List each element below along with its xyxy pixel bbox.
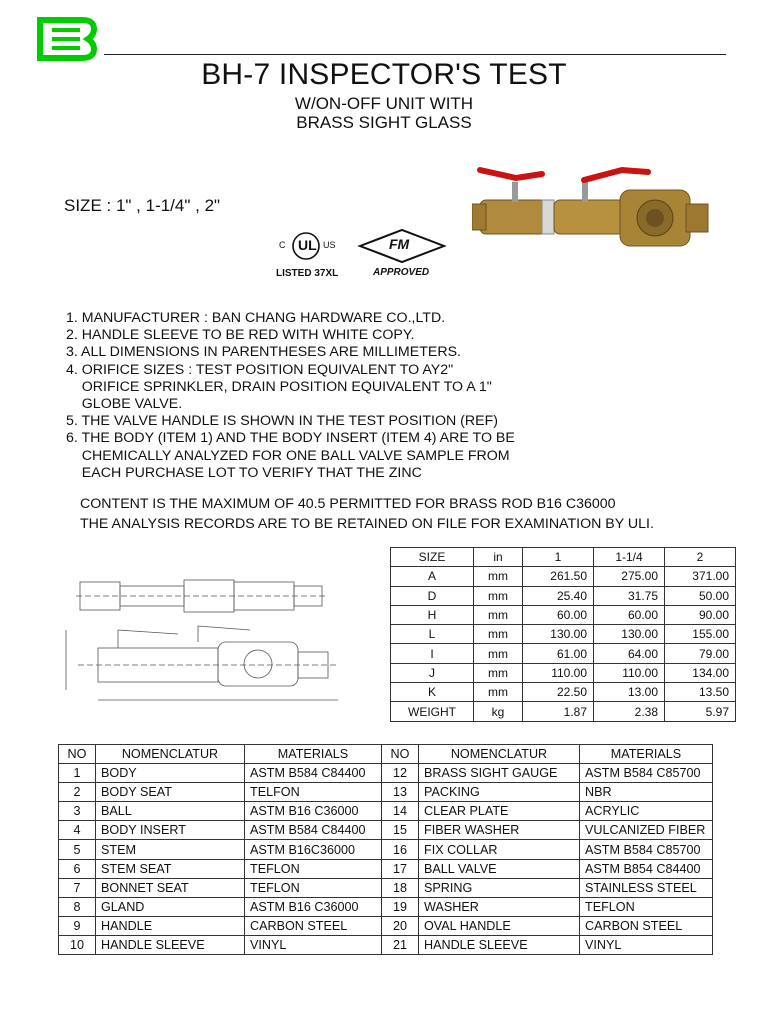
dimension-table-row bbox=[391, 644, 736, 663]
dimension-table-row bbox=[391, 605, 736, 624]
materials-table bbox=[58, 744, 713, 955]
materials-table-row bbox=[59, 764, 713, 783]
dimension-cell: 5.97 bbox=[665, 702, 736, 721]
materials-cell: 21 bbox=[382, 935, 419, 954]
materials-cell: 18 bbox=[382, 878, 419, 897]
company-logo bbox=[36, 16, 98, 62]
dimension-cell: K bbox=[391, 683, 474, 702]
materials-cell: ASTM B584 C85700 bbox=[580, 840, 713, 859]
dimension-cell: I bbox=[391, 644, 474, 663]
materials-cell: GLAND bbox=[96, 897, 245, 916]
materials-cell: HANDLE SLEEVE bbox=[96, 935, 245, 954]
dimension-table-row bbox=[391, 625, 736, 644]
dimension-cell: 155.00 bbox=[665, 625, 736, 644]
ul-mark-label: UL bbox=[298, 237, 317, 253]
materials-cell: 19 bbox=[382, 897, 419, 916]
dimension-cell: kg bbox=[474, 702, 523, 721]
page-title: BH-7 INSPECTOR'S TEST bbox=[201, 58, 567, 91]
materials-cell: ASTM B854 C84400 bbox=[580, 859, 713, 878]
product-photo bbox=[472, 160, 717, 250]
dimension-cell: 110.00 bbox=[523, 663, 594, 682]
materials-cell: CLEAR PLATE bbox=[419, 802, 580, 821]
materials-cell: 15 bbox=[382, 821, 419, 840]
materials-table-row bbox=[59, 916, 713, 935]
ul-listed-logo bbox=[276, 224, 352, 284]
materials-cell: 6 bbox=[59, 859, 96, 878]
dimension-cell: 25.40 bbox=[523, 586, 594, 605]
technical-drawing bbox=[58, 560, 368, 710]
dimension-cell: mm bbox=[474, 683, 523, 702]
dimension-cell: 1-1/4 bbox=[594, 548, 665, 567]
dimension-cell: 90.00 bbox=[665, 605, 736, 624]
dimension-cell: 275.00 bbox=[594, 567, 665, 586]
materials-table-row bbox=[59, 783, 713, 802]
dimension-cell: 64.00 bbox=[594, 644, 665, 663]
materials-cell: BALL bbox=[96, 802, 245, 821]
materials-cell: 13 bbox=[382, 783, 419, 802]
dimension-cell: 261.50 bbox=[523, 567, 594, 586]
materials-cell: HANDLE bbox=[96, 916, 245, 935]
materials-table-row bbox=[59, 878, 713, 897]
dimension-cell: mm bbox=[474, 605, 523, 624]
materials-cell: TEFLON bbox=[580, 897, 713, 916]
dimension-cell: D bbox=[391, 586, 474, 605]
materials-cell: FIBER WASHER bbox=[419, 821, 580, 840]
materials-cell: 4 bbox=[59, 821, 96, 840]
dimension-cell: 13.00 bbox=[594, 683, 665, 702]
materials-table-row bbox=[59, 802, 713, 821]
ul-listed-label: LISTED 37XL bbox=[276, 268, 339, 279]
dimension-cell: 130.00 bbox=[594, 625, 665, 644]
dimension-cell: mm bbox=[474, 586, 523, 605]
dimension-cell: A bbox=[391, 567, 474, 586]
dimension-cell: 1.87 bbox=[523, 702, 594, 721]
header-rule bbox=[104, 54, 726, 55]
dimension-table-row bbox=[391, 683, 736, 702]
dimension-table bbox=[390, 547, 736, 722]
materials-cell: 12 bbox=[382, 764, 419, 783]
dimension-table-row bbox=[391, 567, 736, 586]
dimension-cell: J bbox=[391, 663, 474, 682]
materials-cell: SPRING bbox=[419, 878, 580, 897]
materials-cell: 9 bbox=[59, 916, 96, 935]
dimension-table-row bbox=[391, 663, 736, 682]
dimension-cell: mm bbox=[474, 644, 523, 663]
materials-cell: VINYL bbox=[580, 935, 713, 954]
materials-cell: 14 bbox=[382, 802, 419, 821]
dimension-cell: 61.00 bbox=[523, 644, 594, 663]
notes-list: 1. MANUFACTURER : BAN CHANG HARDWARE CO.,LTD. 2. HANDLE SLEEVE TO BE RED WITH WHITE COPY. 3. ALL DIMENSIONS IN PARENTHESES ARE MILLIMETERS. 4. ORIFICE SIZES : TEST POSITION EQUIVALENT TO AY2" ORIFICE SPRINKLER, DRAIN POSITION EQUIVALENT TO A 1" GLOBE VALVE. 5. THE VALVE HANDLE IS SHOWN IN THE TEST POSITION (REF) 6. THE BODY (ITEM 1) AND THE BODY INSERT (ITEM 4) ARE TO BE CHEMICALLY ANALYZED FOR ONE BALL VALVE SAMPLE FROM EACH PURCHASE LOT TO VERIFY THAT THE ZINC bbox=[66, 310, 515, 481]
materials-table-row bbox=[59, 897, 713, 916]
materials-cell: 7 bbox=[59, 878, 96, 897]
dimension-cell: mm bbox=[474, 625, 523, 644]
dimension-cell: 110.00 bbox=[594, 663, 665, 682]
materials-cell: BODY bbox=[96, 764, 245, 783]
subtitle-line-2: BRASS SIGHT GLASS bbox=[296, 113, 472, 132]
dimension-cell: SIZE bbox=[391, 548, 474, 567]
materials-cell: CARBON STEEL bbox=[580, 916, 713, 935]
dimension-cell: L bbox=[391, 625, 474, 644]
dimension-cell: 22.50 bbox=[523, 683, 594, 702]
materials-cell: NO bbox=[382, 745, 419, 764]
materials-table-row bbox=[59, 859, 713, 878]
materials-cell: 2 bbox=[59, 783, 96, 802]
materials-cell: MATERIALS bbox=[580, 745, 713, 764]
materials-cell: HANDLE SLEEVE bbox=[419, 935, 580, 954]
materials-cell: CARBON STEEL bbox=[245, 916, 382, 935]
materials-cell: 3 bbox=[59, 802, 96, 821]
materials-cell: ASTM B584 C84400 bbox=[245, 764, 382, 783]
dimension-cell: 50.00 bbox=[665, 586, 736, 605]
materials-cell: ASTM B16 C36000 bbox=[245, 897, 382, 916]
dimension-cell: 371.00 bbox=[665, 567, 736, 586]
materials-cell: 8 bbox=[59, 897, 96, 916]
materials-cell: TEFLON bbox=[245, 859, 382, 878]
materials-cell: TELFON bbox=[245, 783, 382, 802]
dimension-cell: 13.50 bbox=[665, 683, 736, 702]
materials-cell: BODY INSERT bbox=[96, 821, 245, 840]
materials-cell: VINYL bbox=[245, 935, 382, 954]
dimension-table-row bbox=[391, 586, 736, 605]
dimension-cell: 134.00 bbox=[665, 663, 736, 682]
materials-cell: 17 bbox=[382, 859, 419, 878]
dimension-cell: H bbox=[391, 605, 474, 624]
content-statement: CONTENT IS THE MAXIMUM OF 40.5 PERMITTED FOR BRASS ROD B16 C36000 THE ANALYSIS RECORDS ARE TO BE RETAINED ON FILE FOR EXAMINATION BY ULI. bbox=[80, 496, 654, 532]
dimension-cell: 60.00 bbox=[594, 605, 665, 624]
materials-cell: ASTM B584 C84400 bbox=[245, 821, 382, 840]
materials-cell: BODY SEAT bbox=[96, 783, 245, 802]
materials-cell: 16 bbox=[382, 840, 419, 859]
materials-cell: PACKING bbox=[419, 783, 580, 802]
materials-table-header bbox=[59, 745, 713, 764]
materials-table-row bbox=[59, 935, 713, 954]
materials-cell: ASTM B16C36000 bbox=[245, 840, 382, 859]
fm-approved-label: APPROVED bbox=[373, 267, 430, 278]
materials-cell: 20 bbox=[382, 916, 419, 935]
dimension-cell: mm bbox=[474, 567, 523, 586]
materials-cell: NO bbox=[59, 745, 96, 764]
materials-cell: STEM bbox=[96, 840, 245, 859]
fm-approved-logo bbox=[356, 226, 450, 282]
dimension-cell: in bbox=[474, 548, 523, 567]
materials-cell: FIX COLLAR bbox=[419, 840, 580, 859]
materials-cell: NBR bbox=[580, 783, 713, 802]
materials-cell: NOMENCLATUR bbox=[96, 745, 245, 764]
ul-c-label: C bbox=[279, 240, 286, 250]
materials-cell: 1 bbox=[59, 764, 96, 783]
dimension-cell: 1 bbox=[523, 548, 594, 567]
materials-cell: VULCANIZED FIBER bbox=[580, 821, 713, 840]
dimension-cell: 31.75 bbox=[594, 586, 665, 605]
fm-mark-label: FM bbox=[389, 236, 410, 252]
dimension-cell: 2 bbox=[665, 548, 736, 567]
size-text: SIZE : 1" , 1-1/4" , 2" bbox=[64, 196, 221, 215]
materials-cell: OVAL HANDLE bbox=[419, 916, 580, 935]
materials-cell: BALL VALVE bbox=[419, 859, 580, 878]
materials-table-row bbox=[59, 840, 713, 859]
dimension-cell: 79.00 bbox=[665, 644, 736, 663]
subtitle-line-1: W/ON-OFF UNIT WITH bbox=[294, 94, 474, 113]
dimension-cell: 60.00 bbox=[523, 605, 594, 624]
dimension-cell: WEIGHT bbox=[391, 702, 474, 721]
dimension-cell: mm bbox=[474, 663, 523, 682]
materials-cell: STEM SEAT bbox=[96, 859, 245, 878]
materials-cell: WASHER bbox=[419, 897, 580, 916]
materials-table-row bbox=[59, 821, 713, 840]
dimension-cell: 2.38 bbox=[594, 702, 665, 721]
materials-cell: BRASS SIGHT GAUGE bbox=[419, 764, 580, 783]
dimension-table-row bbox=[391, 702, 736, 721]
materials-cell: ASTM B584 C85700 bbox=[580, 764, 713, 783]
dimension-table-header bbox=[391, 548, 736, 567]
dimension-cell: 130.00 bbox=[523, 625, 594, 644]
materials-cell: ACRYLIC bbox=[580, 802, 713, 821]
materials-cell: 5 bbox=[59, 840, 96, 859]
materials-cell: STAINLESS STEEL bbox=[580, 878, 713, 897]
materials-cell: MATERIALS bbox=[245, 745, 382, 764]
materials-cell: 10 bbox=[59, 935, 96, 954]
materials-cell: TEFLON bbox=[245, 878, 382, 897]
materials-cell: BONNET SEAT bbox=[96, 878, 245, 897]
materials-cell: ASTM B16 C36000 bbox=[245, 802, 382, 821]
ul-us-label: US bbox=[323, 240, 336, 250]
materials-cell: NOMENCLATUR bbox=[419, 745, 580, 764]
